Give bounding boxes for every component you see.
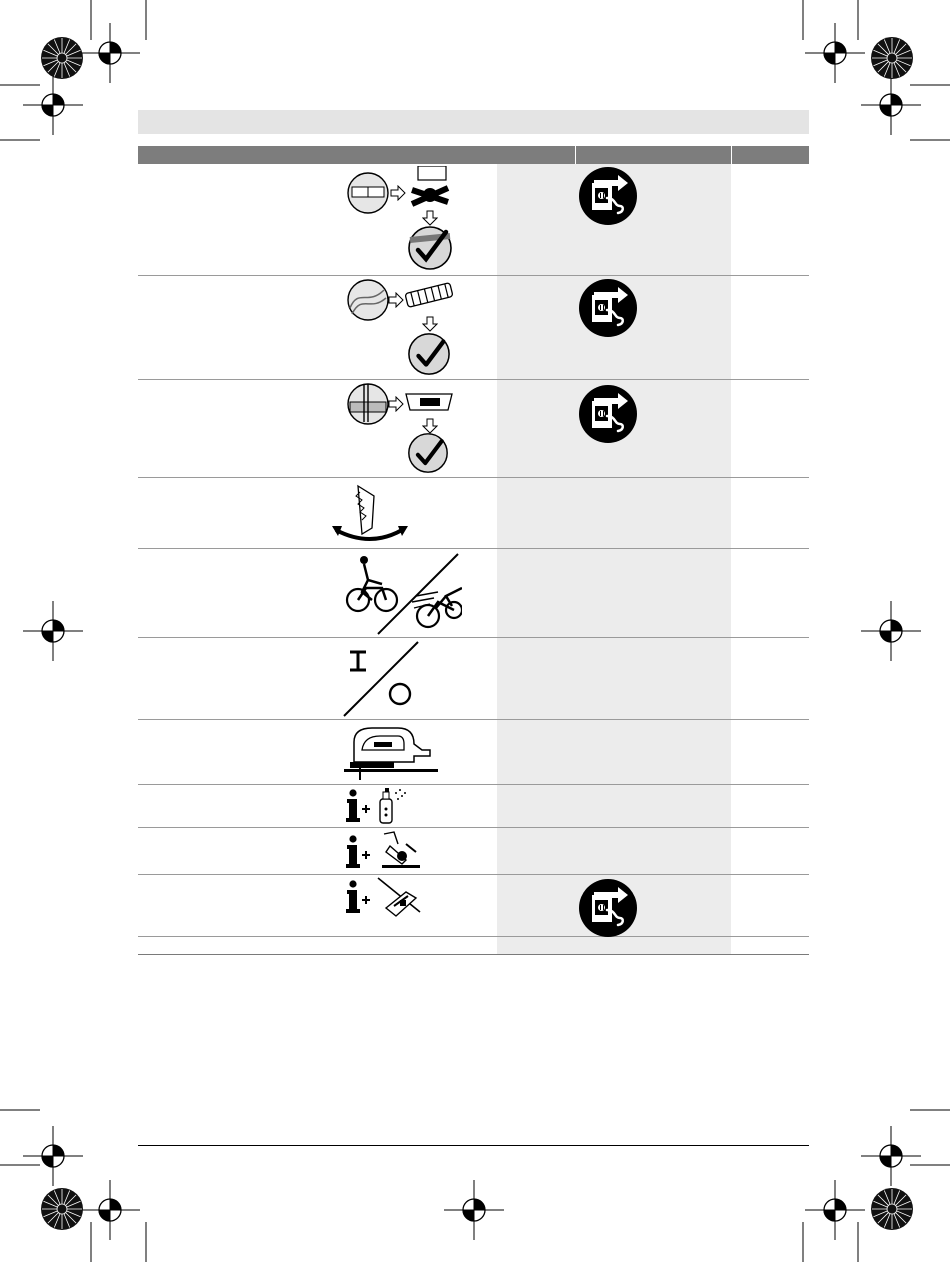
blade-cleaning-icon	[376, 830, 422, 870]
info-plus-icon	[344, 880, 374, 914]
cycling-speed-icon	[342, 552, 462, 636]
info-plus-icon	[344, 789, 374, 823]
row-divider	[138, 477, 809, 478]
unplug-mains-icon	[578, 878, 638, 938]
unplug-mains-icon	[578, 384, 638, 444]
row-divider	[138, 719, 809, 720]
row-divider	[138, 784, 809, 785]
info-plus-icon	[344, 835, 374, 869]
row-divider	[138, 827, 809, 828]
table-header	[138, 146, 809, 164]
splinter-guard-check-icon	[340, 382, 460, 474]
header-divider	[575, 146, 576, 164]
bend-blade-icon	[330, 482, 410, 548]
color-register-icon	[40, 1187, 84, 1231]
row-divider	[138, 874, 809, 875]
parallel-guide-icon	[376, 876, 426, 920]
unplug-mains-icon	[578, 278, 638, 338]
blade-selection-check-icon	[340, 166, 460, 272]
row-divider	[138, 379, 809, 380]
jigsaw-on-workpiece-icon	[340, 722, 440, 782]
page-title-bar	[138, 110, 809, 134]
row-divider	[138, 637, 809, 638]
color-register-icon	[40, 36, 84, 80]
row-divider	[138, 275, 809, 276]
footer-rule	[138, 1145, 809, 1146]
color-register-icon	[870, 1187, 914, 1231]
unplug-mains-icon	[578, 166, 638, 226]
on-off-switch-icon	[340, 640, 430, 718]
row-divider	[138, 936, 809, 937]
row-divider	[138, 548, 809, 549]
spray-can-icon	[376, 787, 416, 825]
header-divider	[731, 146, 732, 164]
color-register-icon	[870, 36, 914, 80]
table-bottom-rule	[138, 954, 809, 955]
base-plate-check-icon	[340, 278, 460, 376]
